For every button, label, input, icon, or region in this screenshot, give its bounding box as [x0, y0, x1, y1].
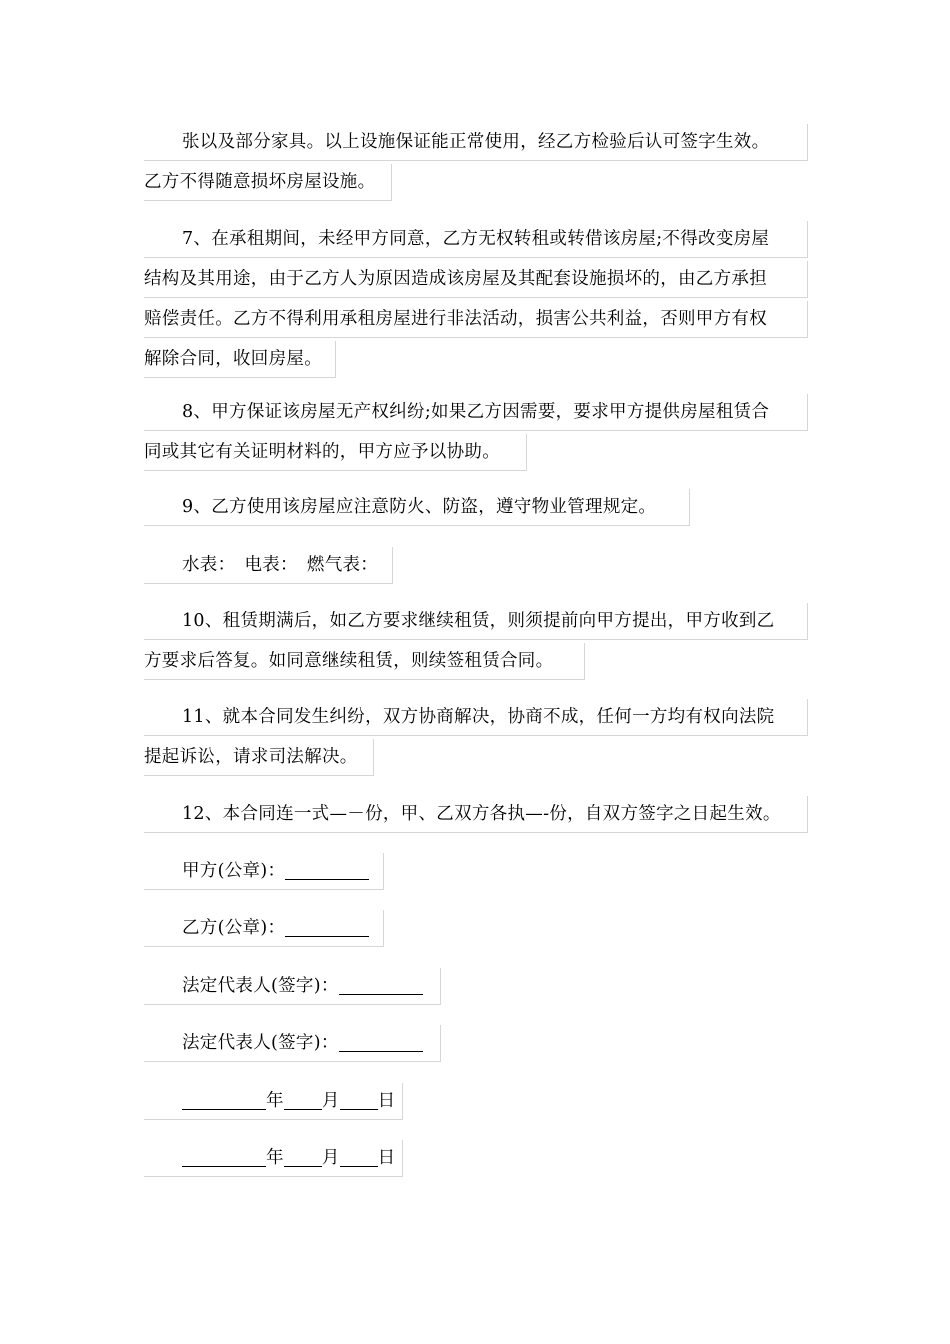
text-line: 10、租赁期满后，如乙方要求继续租赁，则须提前向甲方提出，甲方收到乙: [144, 603, 808, 640]
party-b-label: 乙方(公章)：: [182, 918, 286, 938]
day-blank[interactable]: [340, 1089, 378, 1110]
text-line: 11、就本合同发生纠纷，双方协商解决，协商不成，任何一方均有权向法院: [144, 699, 808, 736]
legal-rep-b-label: 法定代表人(签字)：: [182, 1033, 339, 1053]
party-a-blank[interactable]: [285, 859, 369, 880]
month-blank[interactable]: [284, 1146, 322, 1167]
text-line: 方要求后答复。如同意继续租赁，则续签租赁合同。: [144, 643, 585, 680]
legal-rep-a-blank[interactable]: [339, 974, 423, 995]
signature-line: [144, 1025, 441, 1062]
text-line: 结构及其用途，由于乙方人为原因造成该房屋及其配套设施损坏的，由乙方承担: [144, 261, 808, 298]
legal-rep-a-label: 法定代表人(签字)：: [182, 976, 339, 996]
month-label: 月: [321, 1148, 340, 1168]
party-a-label: 甲方(公章)：: [182, 861, 286, 881]
text-line: 12、本合同连一式—－份，甲、乙双方各执—-份，自双方签字之日起生效。: [144, 796, 808, 833]
text-line: 8、甲方保证该房屋无产权纠纷;如果乙方因需要，要求甲方提供房屋租赁合: [144, 394, 808, 431]
text-line: 水表： 电表： 燃气表：: [144, 547, 393, 584]
month-blank[interactable]: [284, 1089, 322, 1110]
year-blank[interactable]: [182, 1146, 266, 1167]
text-line: 提起诉讼，请求司法解决。: [144, 739, 374, 776]
signature-line: [144, 968, 441, 1005]
day-label: 日: [377, 1091, 396, 1111]
party-b-blank[interactable]: [285, 916, 369, 937]
date-line: [144, 1083, 403, 1120]
legal-rep-b-blank[interactable]: [339, 1031, 423, 1052]
text-line: 赔偿责任。乙方不得利用承租房屋进行非法活动，损害公共利益，否则甲方有权: [144, 301, 808, 338]
date-line: [144, 1140, 403, 1177]
year-label: 年: [266, 1091, 284, 1111]
day-label: 日: [377, 1148, 396, 1168]
text-line: 张以及部分家具。以上设施保证能正常使用，经乙方检验后认可签字生效。: [144, 124, 808, 161]
text-line: 解除合同，收回房屋。: [144, 341, 336, 378]
text-line: 同或其它有关证明材料的，甲方应予以协助。: [144, 434, 527, 471]
month-label: 月: [321, 1091, 340, 1111]
text-line: 7、在承租期间，未经甲方同意，乙方无权转租或转借该房屋;不得改变房屋: [144, 221, 808, 258]
signature-line: [144, 853, 384, 890]
day-blank[interactable]: [340, 1146, 378, 1167]
text-line: 乙方不得随意损坏房屋设施。: [144, 164, 392, 201]
text-line: 9、乙方使用该房屋应注意防火、防盗，遵守物业管理规定。: [144, 489, 690, 526]
signature-line: [144, 910, 384, 947]
year-label: 年: [266, 1148, 284, 1168]
year-blank[interactable]: [182, 1089, 266, 1110]
